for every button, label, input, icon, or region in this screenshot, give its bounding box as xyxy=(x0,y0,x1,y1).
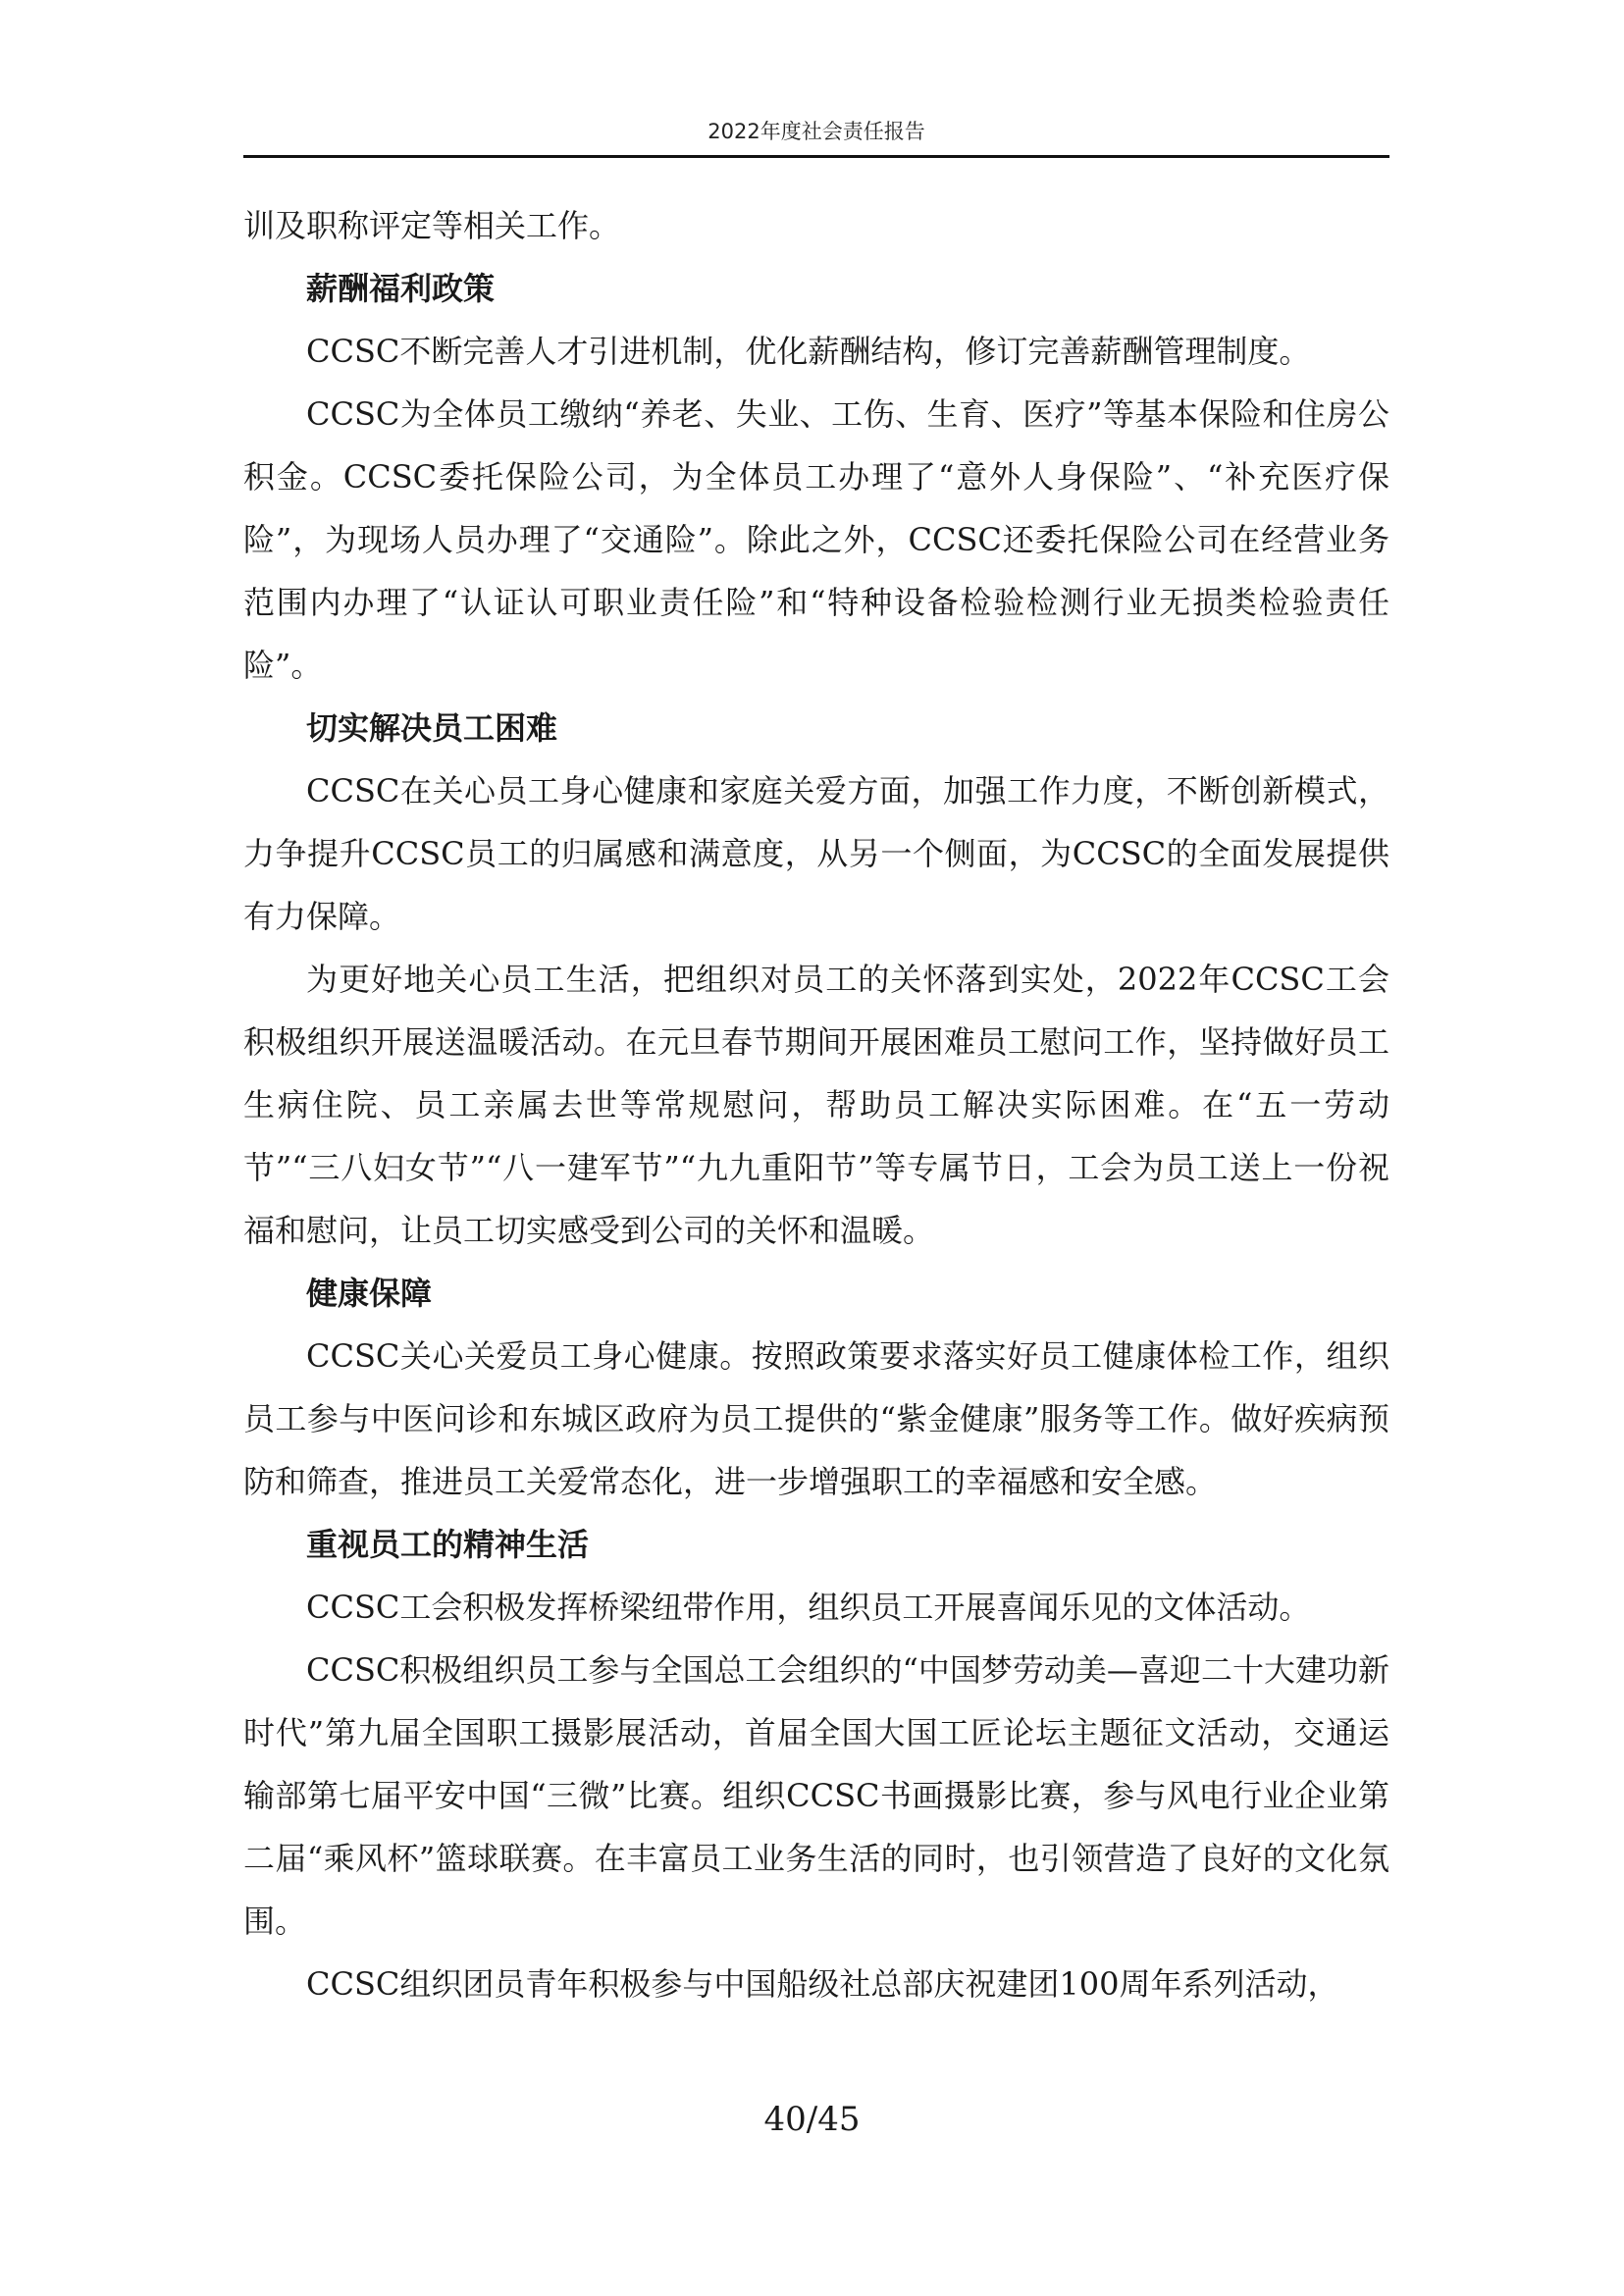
paragraph: CCSC为全体员工缴纳“养老、失业、工伤、生育、医疗”等基本保险和住房公积金。CCSC委托保险公司，为全体员工办理了“意外人身保险”、“补充医疗保险”，为现场人员办理了“交通险”。除此之外，CCSC还委托保险公司在经营业务范围内办理了“认证认可职业责任险”和“特种设备检验检测行业无损类检验责任险”。 xyxy=(243,395,1389,684)
paragraph: CCSC积极组织员工参与全国总工会组织的“中国梦劳动美—喜迎二十大建功新时代”第九届全国职工摄影展活动，首届全国大国工匠论坛主题征文活动，交通运输部第七届平安中国“三微”比赛。组织CCSC书画摄影比赛，参与风电行业企业第二届“乘风杯”篮球联赛。在丰富员工业务生活的同时，也引领营造了良好的文化氛围。 xyxy=(243,1651,1389,1940)
document-body xyxy=(243,194,1389,2015)
page-header xyxy=(243,112,1389,158)
paragraph: 为更好地关心员工生活，把组织对员工的关怀落到实处，2022年CCSC工会积极组织开展送温暖活动。在元旦春节期间开展困难员工慰问工作，坚持做好员工生病住院、员工亲属去世等常规慰问，帮助员工解决实际困难。在“五一劳动节”“三八妇女节”“八一建军节”“九九重阳节”等专属节日，工会为员工送上一份祝福和慰问，让员工切实感受到公司的关怀和温暖。 xyxy=(243,961,1389,1249)
paragraph: CCSC不断完善人才引进机制，优化薪酬结构，修订完善薪酬管理制度。 xyxy=(306,333,1311,370)
section-heading-spiritual-life: 重视员工的精神生活 xyxy=(306,1526,590,1563)
section-heading-employee-difficulties: 切实解决员工困难 xyxy=(306,709,558,747)
paragraph: CCSC工会积极发挥桥梁纽带作用，组织员工开展喜闻乐见的文体活动。 xyxy=(306,1589,1311,1626)
paragraph: CCSC在关心员工身心健康和家庭关爱方面，加强工作力度，不断创新模式，力争提升CCSC员工的归属感和满意度，从另一个侧面，为CCSC的全面发展提供有力保障。 xyxy=(243,772,1389,935)
section-heading-compensation: 薪酬福利政策 xyxy=(306,270,496,307)
header-title: 2022年度社会责任报告 xyxy=(707,120,925,143)
page-number: 40/45 xyxy=(763,2100,861,2139)
paragraph: CCSC组织团员青年积极参与中国船级社总部庆祝建团100周年系列活动， xyxy=(306,1965,1339,2003)
paragraph-continuation: 训及职称评定等相关工作。 xyxy=(243,207,621,244)
paragraph: CCSC关心关爱员工身心健康。按照政策要求落实好员工健康体检工作，组织员工参与中医问诊和东城区政府为员工提供的“紫金健康”服务等工作。做好疾病预防和筛查，推进员工关爱常态化，进一步增强职工的幸福感和安全感。 xyxy=(243,1337,1389,1500)
section-heading-health: 健康保障 xyxy=(306,1275,433,1312)
